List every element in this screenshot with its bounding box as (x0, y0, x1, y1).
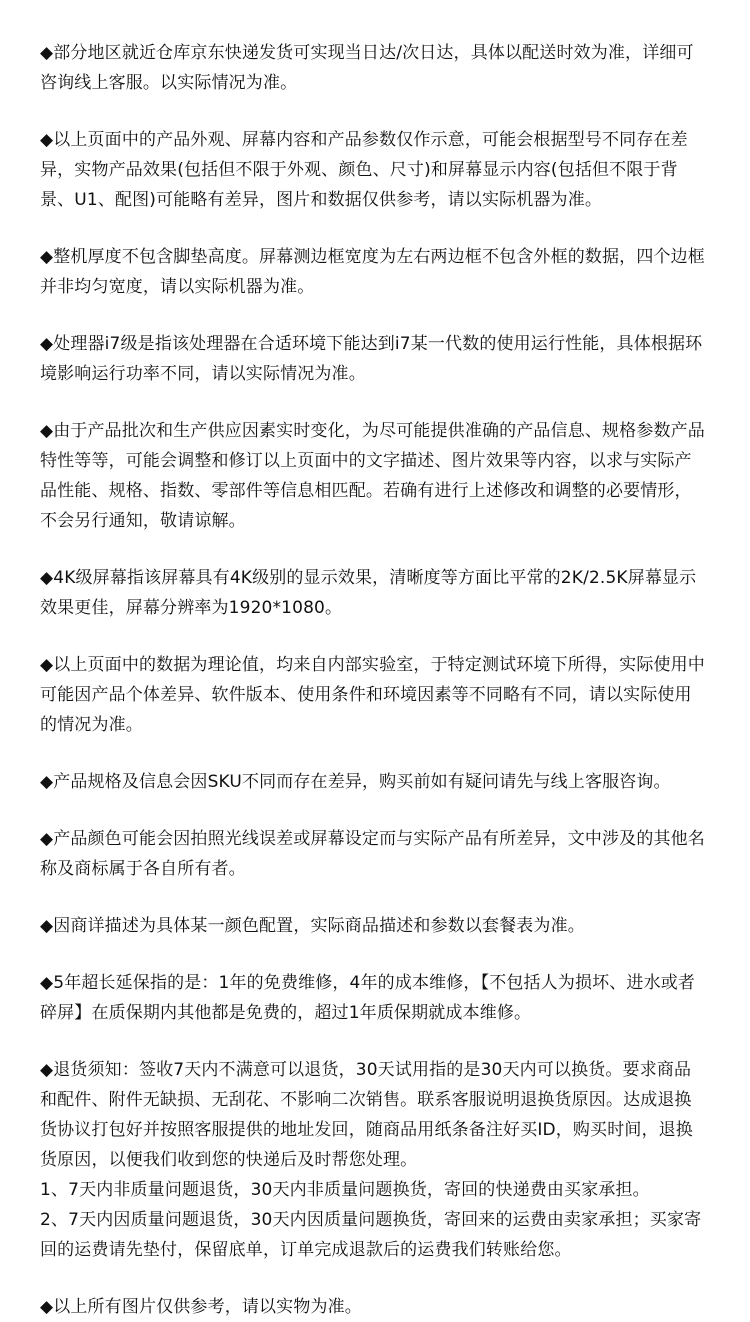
notice-images (40, 1292, 708, 1322)
notice-line: ◆处理器i7级是指该处理器在合适环境下能达到i7某一代数的使用运行性能，具体根据环境影响运行功率不同，请以实际情况为准。 (40, 334, 703, 384)
notice-line: ◆部分地区就近仓库京东快递发货可实现当日达/次日达，具体以配送时效为准，详细可咨询线上客服。以实际情况为准。 (40, 43, 694, 93)
notice-configuration (40, 911, 708, 941)
notice-line: ◆整机厚度不包含脚垫高度。屏幕测边框宽度为左右两边框不包含外框的数据，四个边框并非均匀宽度，请以实际机器为准。 (40, 247, 705, 297)
notice-line: ◆以上页面中的数据为理论值，均来自内部实验室，于特定测试环境下所得，实际使用中可能因产品个体差异、软件版本、使用条件和环境因素等不同略有不同，请以实际使用的情况为准。 (40, 655, 705, 735)
notice-line: ◆由于产品批次和生产供应因素实时变化，为尽可能提供准确的产品信息、规格参数产品特性等等，可能会调整和修订以上页面中的文字描述、图片效果等内容，以求与实际产品性能、规格、指数、零部件等信息相匹配。若确有进行上述修改和调整的必要情形，不会另行通知，敬请谅解。 (40, 421, 705, 531)
notice-line: ◆产品规格及信息会因SKU不同而存在差异，购买前如有疑问请先与线上客服咨询。 (40, 772, 671, 792)
notice-returns (40, 1055, 708, 1265)
notice-delivery (40, 38, 708, 98)
notice-line: ◆以上页面中的产品外观、屏幕内容和产品参数仅作示意，可能会根据型号不同存在差异，实物产品效果(包括但不限于外观、颜色、尺寸)和屏幕显示内容(包括但不限于背景、U1、配图)可能略有差异，图片和数据仅供参考，请以实际机器为准。 (40, 130, 688, 210)
notice-thickness (40, 242, 708, 302)
notice-line: 2、7天内因质量问题退货，30天内因质量问题换货，寄回来的运费由卖家承担；买家寄回的运费请先垫付，保留底单，订单完成退款后的运费我们转账给您。 (40, 1210, 702, 1260)
notice-line: ◆5年超长延保指的是：1年的免费维修，4年的成本维修，【不包括人为损坏、进水或者碎屏】在质保期内其他都是免费的，超过1年质保期就成本维修。 (40, 973, 696, 1023)
notice-line: ◆4K级屏幕指该屏幕具有4K级别的显示效果，清晰度等方面比平常的2K/2.5K屏幕显示效果更佳，屏幕分辨率为1920*1080。 (40, 568, 697, 618)
notice-warranty (40, 968, 708, 1028)
notice-batch-changes (40, 416, 708, 536)
notice-line: ◆退货须知：签收7天内不满意可以退货，30天试用指的是30天内可以换货。要求商品和配件、附件无缺损、无刮花、不影响二次销售。联系客服说明退换货原因。达成退换货协议打包好并按照客服提供的地址发回，随商品用纸条备注好买ID，购买时间，退换货原因，以便我们收到您的快递后及时帮您处理。 (40, 1060, 693, 1170)
notice-line: ◆以上所有图片仅供参考，请以实物为准。 (40, 1297, 362, 1317)
notice-color (40, 824, 708, 884)
notice-line: 1、7天内非质量问题退货，30天内非质量问题换货，寄回的快递费由买家承担。 (40, 1180, 650, 1200)
notice-processor (40, 329, 708, 389)
notice-lab-data (40, 650, 708, 740)
notice-appearance (40, 125, 708, 215)
notice-line: ◆产品颜色可能会因拍照光线误差或屏幕设定而与实际产品有所差异，文中涉及的其他名称及商标属于各自所有者。 (40, 829, 705, 879)
notice-sku (40, 767, 708, 797)
notice-line: ◆因商详描述为具体某一颜色配置，实际商品描述和参数以套餐表为准。 (40, 916, 585, 936)
notice-4k-screen (40, 563, 708, 623)
